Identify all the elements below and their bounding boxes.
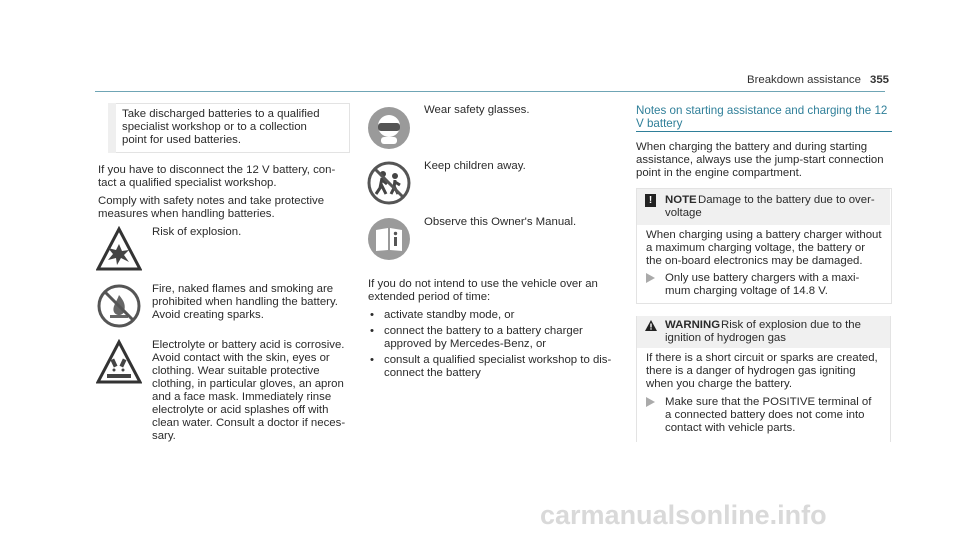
- owners-manual-text: Observe this Owner's Manual.: [424, 216, 577, 228]
- note-action: Only use battery chargers with a maxi- mum charging voltage of 14.8 V.: [665, 272, 860, 297]
- list-item: • consult a qualified specialist workshop to dis- connect the battery: [370, 354, 612, 379]
- warning-right-rule: [890, 316, 891, 442]
- action-arrow-icon: [646, 273, 655, 283]
- note-title-cont: voltage: [665, 207, 702, 219]
- note-title: Damage to the battery due to over-: [698, 194, 875, 206]
- page-number: 355: [870, 74, 890, 86]
- corrosive-text: Electrolyte or battery acid is corrosive. Avoid contact with the skin, eyes or clothing. Wear suitable protective clothing, in particular gloves, an apron and a face mask. Immediately rinse electrolyte or acid splashes off with clean water. Consult a doctor if neces- sary.: [152, 339, 346, 442]
- corrosive-warning-icon: [96, 339, 142, 385]
- warning-triangle-icon: [645, 320, 657, 331]
- section-title: Breakdown assistance: [747, 74, 861, 86]
- exclamation-icon: !: [645, 194, 656, 207]
- header-rule: [95, 91, 885, 92]
- list-item: • connect the battery to a battery charger approved by Mercedes-Benz, or: [370, 325, 583, 350]
- owners-manual-icon: [366, 216, 412, 262]
- safety-glasses-icon: [366, 105, 412, 151]
- list-item: • activate standby mode, or: [370, 309, 515, 321]
- explosion-text: Risk of explosion.: [152, 226, 242, 238]
- warning-title: Risk of explosion due to the: [721, 319, 861, 331]
- battery-note-text: Take discharged batteries to a qualified specialist workshop or to a collection point for used batteries.: [122, 108, 320, 146]
- disconnect-paragraph: If you have to disconnect the 12 V battery, con- tact a qualified specialist workshop.: [98, 164, 336, 189]
- warning-action: Make sure that the POSITIVE terminal of a connected battery does not come into contact with vehicle parts.: [665, 396, 872, 434]
- storage-intro: If you do not intend to use the vehicle over an extended period of time:: [368, 278, 598, 303]
- safety-paragraph: Comply with safety notes and take protective measures when handling batteries.: [98, 195, 325, 220]
- keep-children-away-text: Keep children away.: [424, 160, 526, 172]
- warning-title-cont: ignition of hydrogen gas: [665, 332, 786, 344]
- note-body: When charging using a battery charger without a maximum charging voltage, the battery or the on-board electronics may be damaged.: [646, 229, 882, 267]
- no-fire-icon: [96, 283, 142, 329]
- note-label: NOTE: [665, 194, 697, 206]
- warning-body: If there is a short circuit or sparks are created, there is a danger of hydrogen gas igniting when you charge the battery.: [646, 352, 878, 390]
- warning-label: WARNING: [665, 319, 721, 331]
- heading-rule: [636, 131, 892, 132]
- charging-intro: When charging the battery and during starting assistance, always use the jump-start connection point in the engine compartment.: [636, 141, 884, 179]
- safety-glasses-text: Wear safety glasses.: [424, 104, 530, 116]
- note-bar: [108, 103, 116, 153]
- storage-bullets: [370, 309, 611, 380]
- action-arrow-icon: [646, 397, 655, 407]
- section-heading: Notes on starting assistance and charging the 12 V battery: [636, 104, 888, 130]
- no-fire-text: Fire, naked flames and smoking are prohibited when handling the battery. Avoid creating sparks.: [152, 283, 338, 321]
- explosion-warning-icon: [96, 226, 142, 272]
- keep-children-away-icon: [366, 160, 412, 206]
- watermark: carmanualsonline.info: [540, 500, 827, 530]
